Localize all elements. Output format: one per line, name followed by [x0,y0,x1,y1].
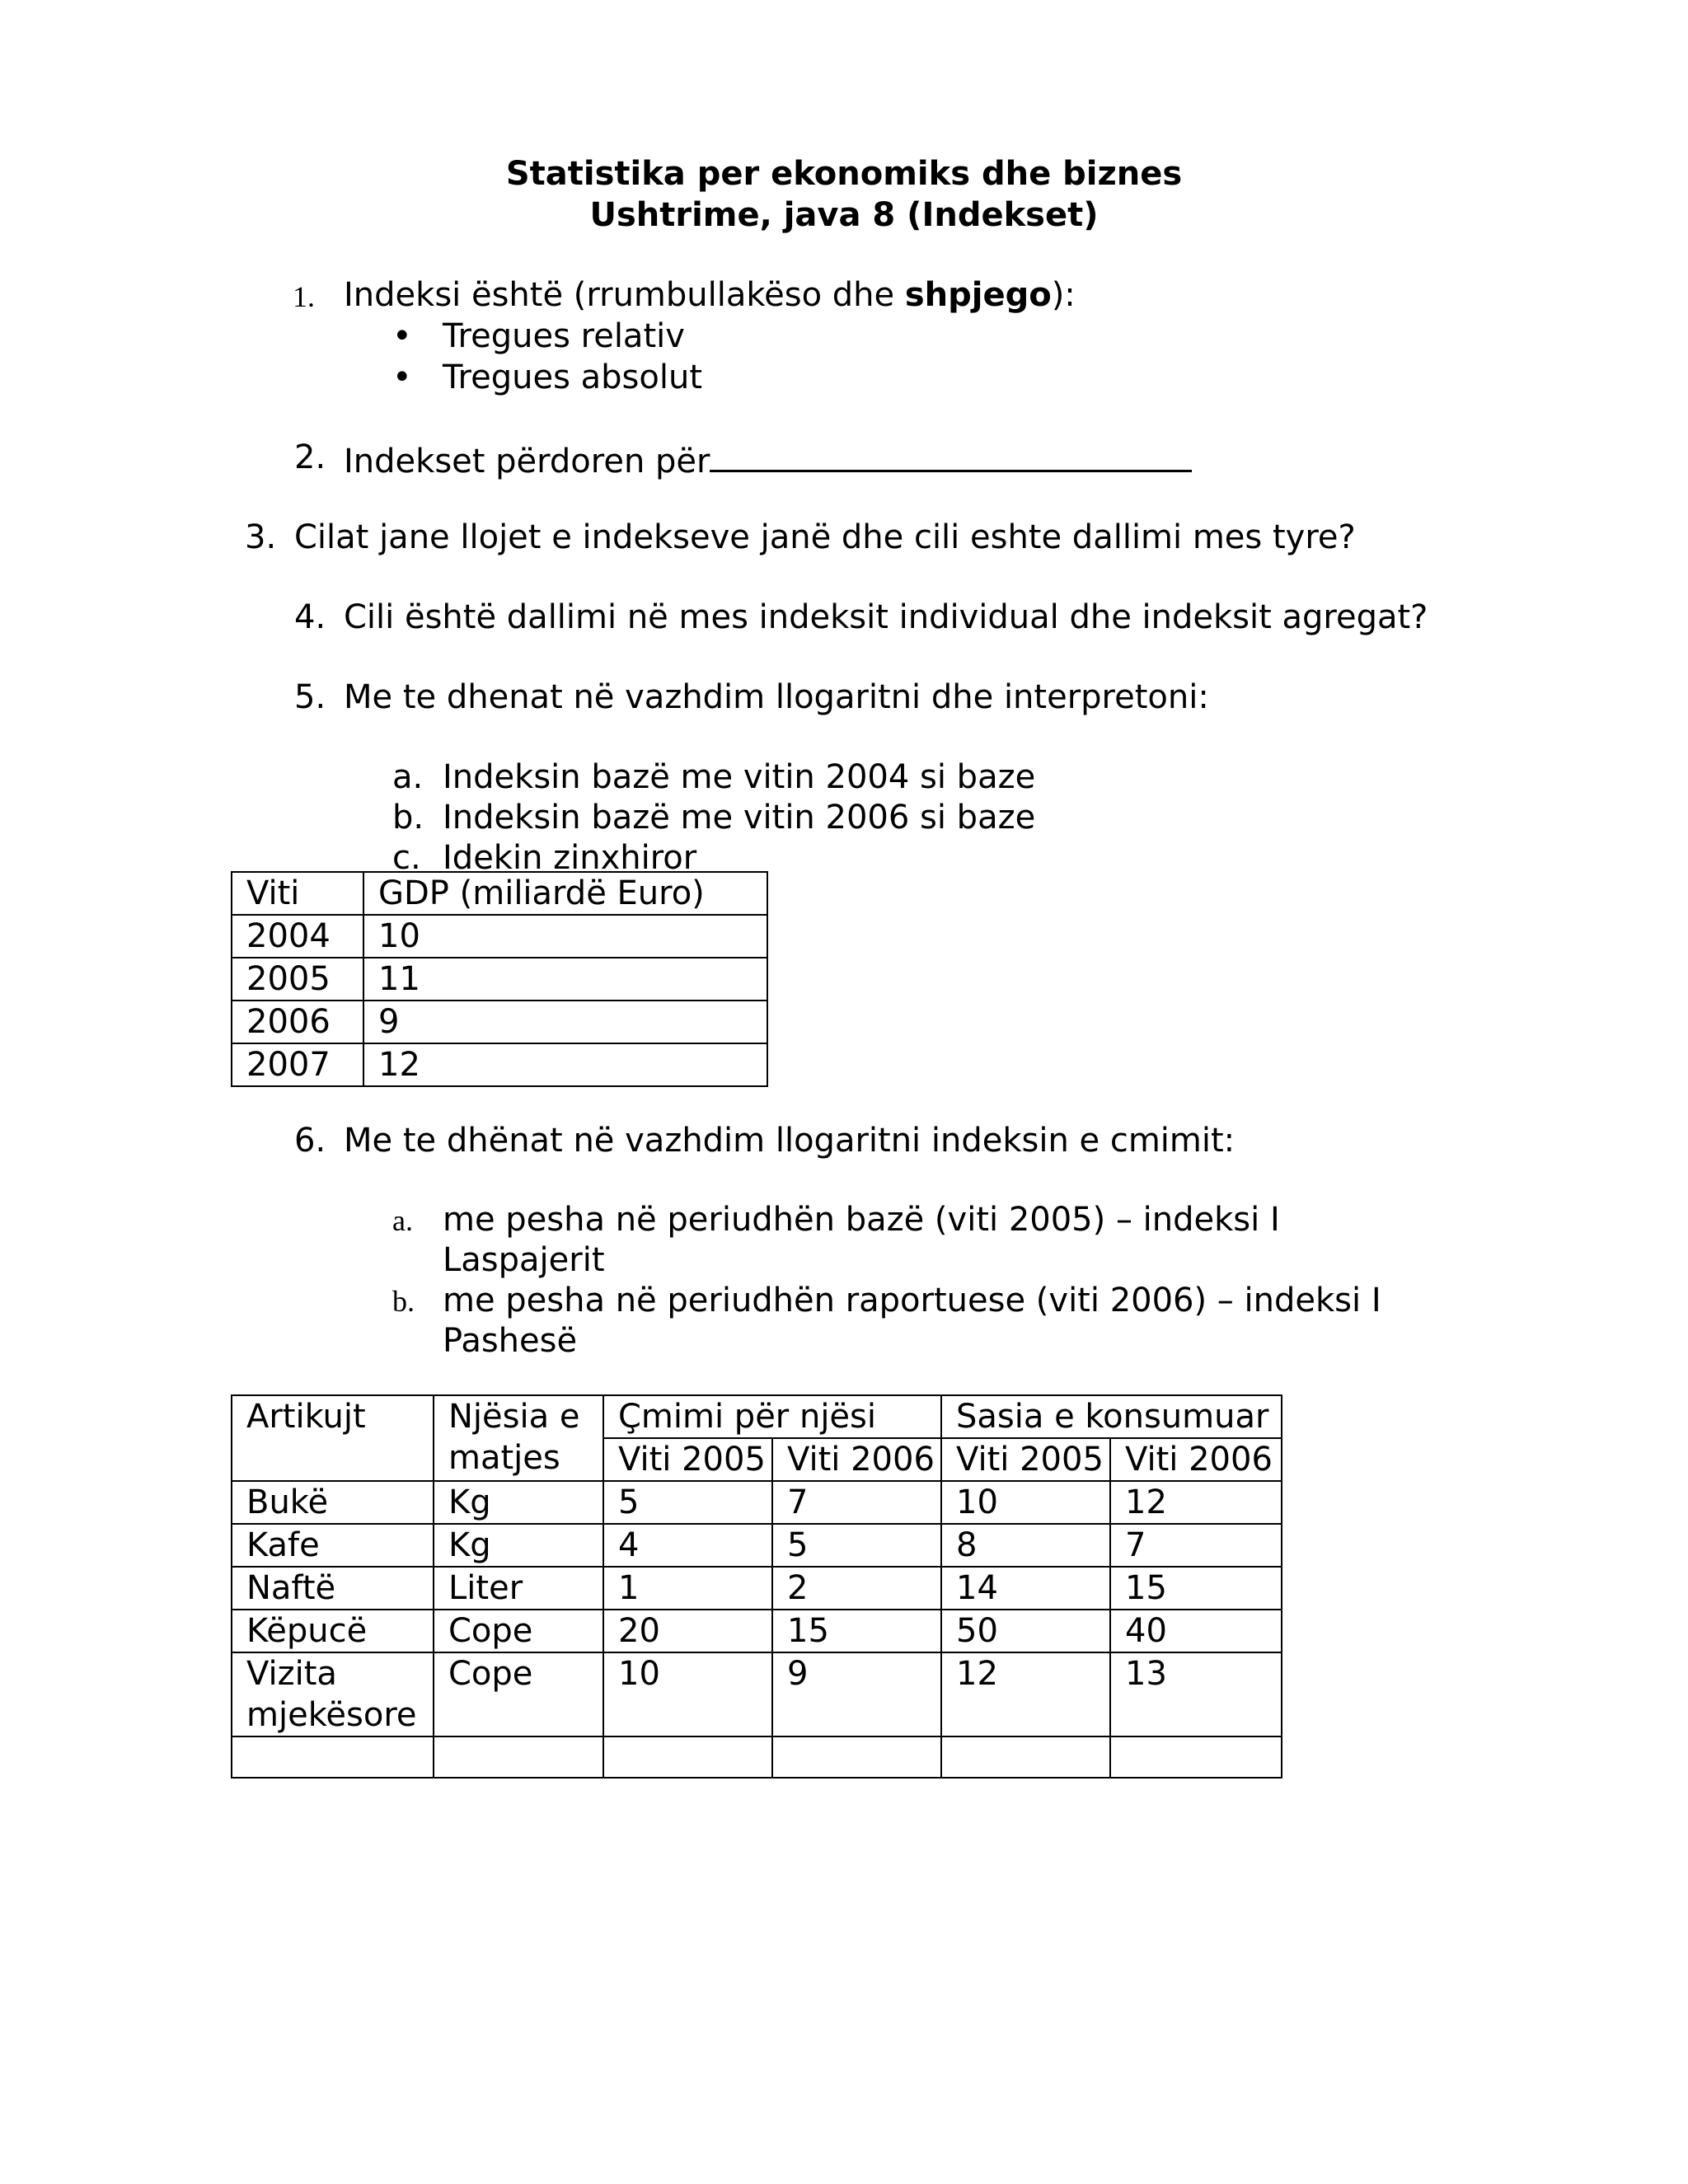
question-text: Cili është dallimi në mes indeksit individual dhe indeksit agregat? [344,598,1428,636]
item-letter: a. [392,758,424,796]
bullet-icon: • [392,359,412,396]
header-cell: Viti [232,872,363,915]
table-cell: 1 [603,1567,772,1610]
table-header-row [232,1395,1282,1438]
table-cell: 2004 [232,915,363,958]
bullet-icon: • [392,317,412,355]
list-item: Tregues absolut [443,359,702,396]
emphasis: shpjego [904,276,1052,314]
table-cell: 12 [363,1043,767,1086]
question-text: Me te dhënat në vazhdim llogaritni indeksin e cmimit: [344,1122,1236,1160]
table-row-empty [232,1736,1282,1778]
table-cell: 2007 [232,1043,363,1086]
table-cell: Naftë [232,1567,434,1610]
table-cell [1110,1736,1282,1778]
table-cell: 10 [941,1481,1110,1524]
header-cell: Viti 2005 [603,1438,772,1481]
header-cell: Sasia e konsumuar [941,1395,1282,1438]
table-cell: Cope [434,1610,603,1652]
table-header-row [232,872,767,915]
header-cell: Artikujt [232,1395,434,1481]
item-letter: b. [392,799,424,837]
table-cell: 9 [363,1001,767,1043]
question-number: 1. [293,280,315,313]
table-cell: 7 [1110,1524,1282,1567]
question-text: Cilat jane llojet e indekseve janë dhe cili eshte dallimi mes tyre? [294,518,1356,556]
document-title: Statistika per ekonomiks dhe biznes [505,155,1183,193]
table-row [232,1481,1282,1524]
list-item: Indeksin bazë me vitin 2006 si baze [443,799,1036,837]
table-cell [603,1736,772,1778]
table-row [232,1043,767,1086]
question-text: Me te dhenat në vazhdim llogaritni dhe interpretoni: [344,678,1209,716]
header-cell: Çmimi për njësi [603,1395,941,1438]
list-item: me pesha në periudhën bazë (viti 2005) – indeksi I [443,1201,1280,1239]
table-cell: 50 [941,1610,1110,1652]
header-cell: Viti 2005 [941,1438,1110,1481]
table-cell: 9 [772,1652,941,1736]
table-cell: 2006 [232,1001,363,1043]
list-item: me pesha në periudhën raportuese (viti 2006) – indeksi I [443,1282,1381,1319]
question-number: 2. [294,438,326,476]
table-cell: 8 [941,1524,1110,1567]
question-number: 4. [294,598,326,636]
question-text: Indeksi është (rrumbullakëso dhe shpjego): [344,276,1076,314]
list-item: Indeksin bazë me vitin 2004 si baze [443,758,1036,796]
table-cell: 12 [941,1652,1110,1736]
question-number: 6. [294,1122,326,1160]
table-row [232,1524,1282,1567]
question-number: 5. [294,678,326,716]
table-cell: 40 [1110,1610,1282,1652]
table-cell: Kafe [232,1524,434,1567]
table-cell: 12 [1110,1481,1282,1524]
header-cell: Njësia e matjes [434,1395,603,1481]
table-cell: 14 [941,1567,1110,1610]
table-cell [434,1736,603,1778]
table-cell: 2 [772,1567,941,1610]
header-cell: GDP (miliardë Euro) [363,872,767,915]
table-cell: 15 [1110,1567,1282,1610]
header-cell: Viti 2006 [772,1438,941,1481]
answer-blank[interactable] [710,437,1192,472]
table-cell [772,1736,941,1778]
table-cell: Bukë [232,1481,434,1524]
table-cell [941,1736,1110,1778]
price-table [231,1394,1282,1779]
table-cell: 7 [772,1481,941,1524]
table-cell: Cope [434,1652,603,1736]
item-letter: c. [392,839,421,877]
table-row [232,958,767,1001]
table-cell: 2005 [232,958,363,1001]
table-cell: Këpucë [232,1610,434,1652]
table-cell: Liter [434,1567,603,1610]
item-letter: b. [392,1285,415,1318]
question-text: Indekset përdoren për [344,437,1192,482]
table-cell: 20 [603,1610,772,1652]
document-subtitle: Ushtrime, java 8 (Indekset) [589,196,1099,234]
table-cell [232,1736,434,1778]
table-cell: 15 [772,1610,941,1652]
gdp-table [231,871,768,1087]
list-item-continuation: Laspajerit [443,1241,605,1279]
table-cell: Kg [434,1524,603,1567]
item-letter: a. [392,1204,413,1237]
question-number: 3. [245,518,277,556]
table-row [232,1001,767,1043]
table-cell: Kg [434,1481,603,1524]
table-cell: 13 [1110,1652,1282,1736]
table-row [232,1610,1282,1652]
header-cell: Viti 2006 [1110,1438,1282,1481]
table-cell: 11 [363,958,767,1001]
table-row [232,1567,1282,1610]
table-cell: 5 [772,1524,941,1567]
table-cell: Vizita mjekësore [232,1652,434,1736]
table-row [232,915,767,958]
list-item: Tregues relativ [443,317,685,355]
list-item-continuation: Pashesë [443,1322,578,1360]
table-cell: 10 [363,915,767,958]
table-cell: 5 [603,1481,772,1524]
table-cell: 4 [603,1524,772,1567]
table-cell: 10 [603,1652,772,1736]
list-item: Idekin zinxhiror [443,839,697,877]
table-row [232,1652,1282,1736]
